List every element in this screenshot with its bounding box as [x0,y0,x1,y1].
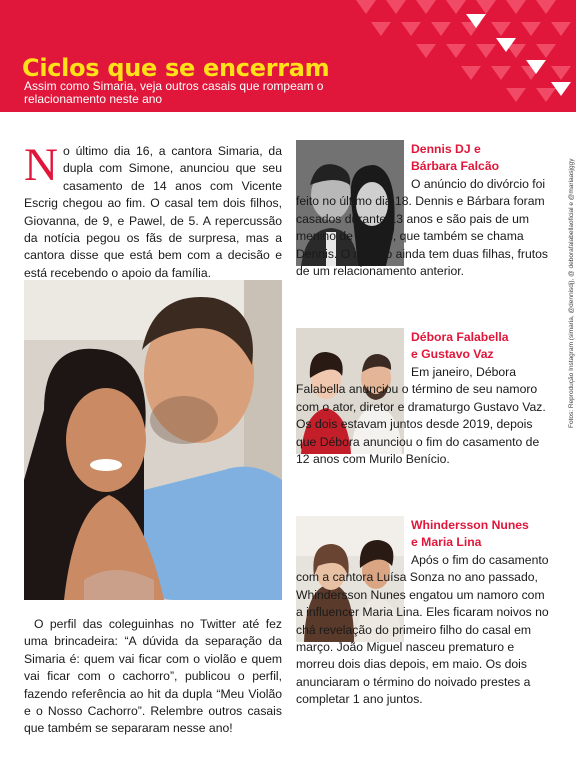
couple-2-heading [411,329,561,363]
couple-3-name-line2: e Maria Lina [411,535,482,549]
couple-3-name-line1: Whindersson Nunes [411,518,529,532]
couple-2-text: Em janeiro, Débora Falabella anunciou o término de seu namoro com o ator, diretor e dramaturgo Gustavo Vaz. Os dois estavam juntos desde 2019, depois que Débora anunciou o fim do casamento de 12 anos com Murilo Benício. [296,365,546,467]
triangle-pattern-decoration [346,0,576,112]
intro-paragraph [24,139,282,282]
couple-1-name-line2: Bárbara Falcão [411,159,500,173]
intro-text: o último dia 16, a cantora Simaria, da dupla com Simone, anunciou que seu casamento de 14 anos com Vicente Escrig chegou ao fim. O casal tem dois filhos, Giovanna, de 9, e Pawel, de 5. A repercussão da notícia pegou os fãs de surpresa, mas a cantora disse que está bem com a decisão e está recebendo o apoio da família. [24,144,282,280]
couple-2-name-line1: Débora Falabella [411,330,509,344]
page-title: Ciclos que se encerram [22,54,330,82]
dropcap: N [24,139,58,191]
outro-paragraph [24,616,282,738]
couple-3-text: Após o fim do casamento com a cantora Luísa Sonza no ano passado, Whindersson Nunes engatou um namoro com a influencer Maria Lina. Eles ficaram noivos no chá revelação do primeiro filho do casal em março. João Miguel nasceu prematuro e morreu dois dias depois, em maio. Os dois anunciaram o término do noivado prestes a completar 1 ano juntos. [296,553,549,707]
couple-1-text: O anúncio do divórcio foi feito no último dia 18. Dennis e Bárbara foram casados durante 13 anos e são pais de um menino de 2 anos, que também se chama Dennis. O músico ainda tem duas filhas, frutos de um relacionamento anterior. [296,177,548,279]
couple-1-name-line1: Dennis DJ e [411,142,481,156]
photo-credit: Fotos: Reprodução Instagram (simaria, @dennisdj), @ deborafalabellaoficial e @mariaasjggy [568,158,575,428]
main-couple-photo [24,280,282,600]
header-band [0,0,576,112]
page-subtitle: Assim como Simaria, veja outros casais que rompeam o relacionamento neste ano [24,79,324,106]
couple-2-name-line2: e Gustavo Vaz [411,347,494,361]
outro-text: O perfil das coleguinhas no Twitter até fez uma brincadeira: “A dúvida da separação da Simaria é: quem vai ficar com o violão e quem vai ficar com o cachorro”, publicou o perfil, fazendo referência ao hit da dupla “Meu Violão e o Nosso Cachorro”. Relembre outros casais que também se separaram nesse ano! [24,617,282,736]
couple-3-heading [411,517,561,551]
couple-1-heading [411,141,561,175]
